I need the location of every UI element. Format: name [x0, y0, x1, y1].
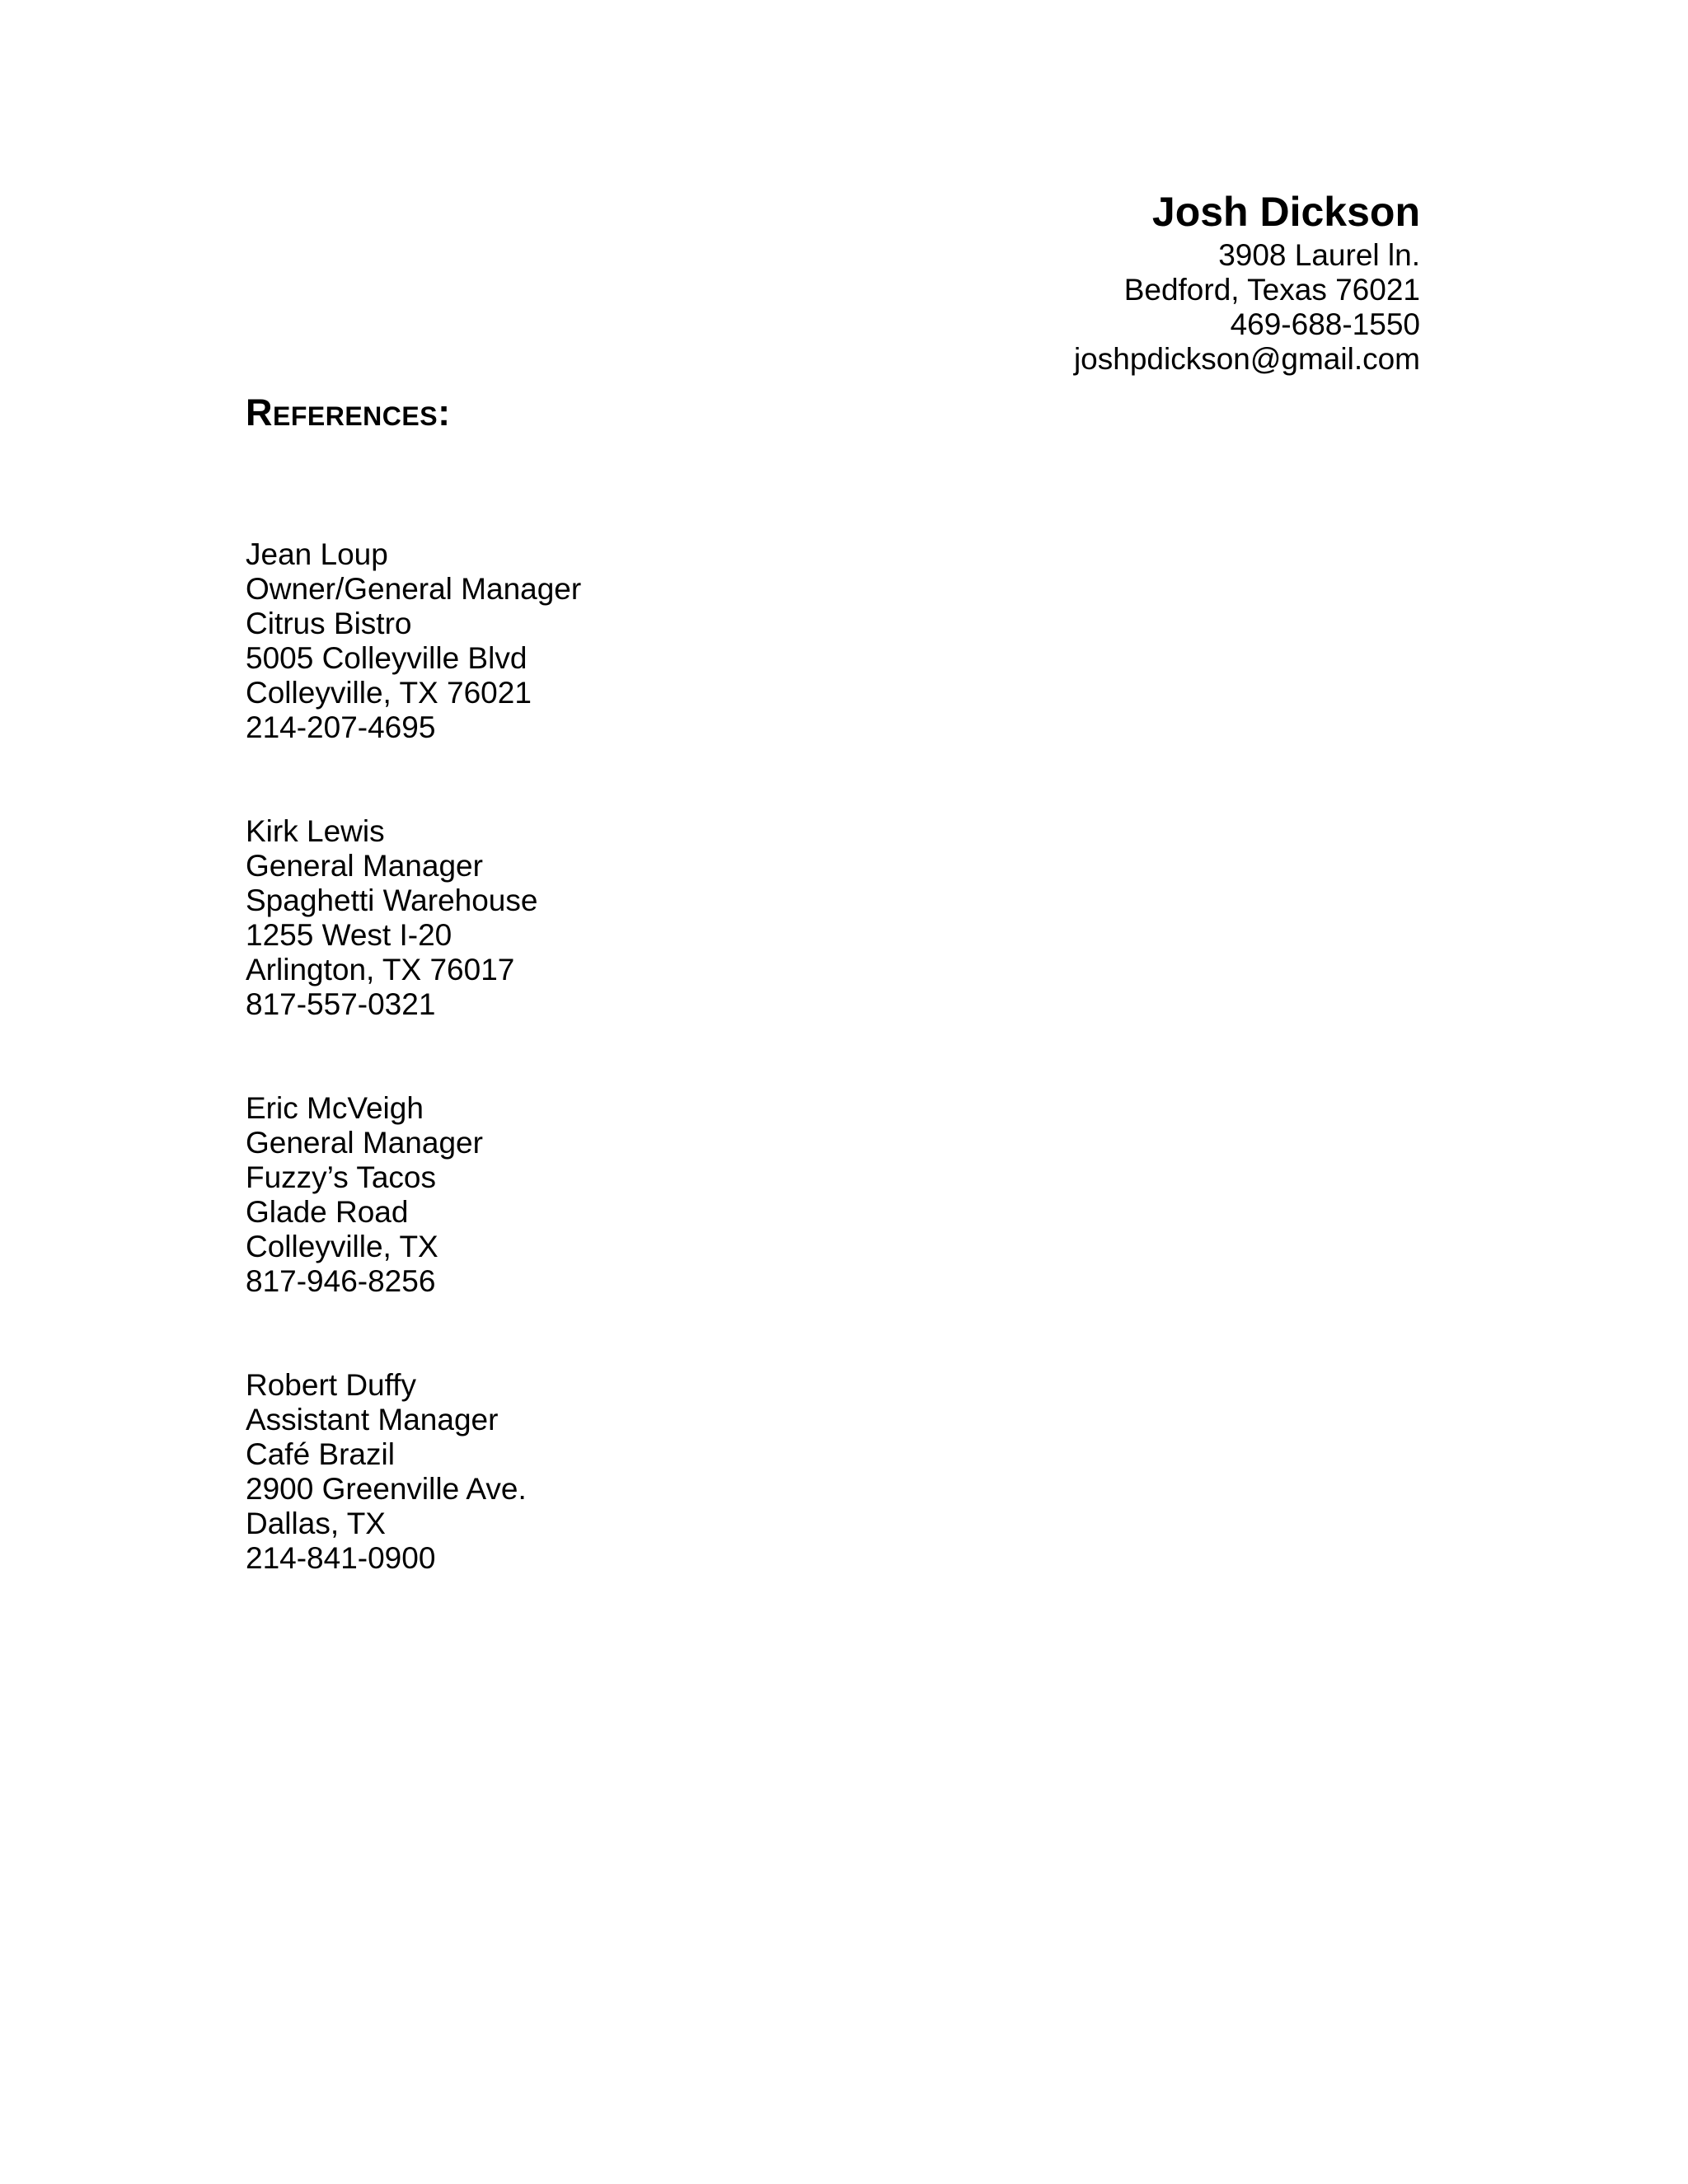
reference-company: Fuzzy’s Tacos	[246, 1160, 436, 1194]
reference-company: Café Brazil	[246, 1437, 395, 1471]
contact-city-state-zip: Bedford, Texas 76021	[1123, 273, 1420, 307]
contact-email: joshpdickson@gmail.com	[1073, 342, 1420, 376]
reference-city: Colleyville, TX 76021	[246, 676, 532, 710]
reference-city: Arlington, TX 76017	[246, 953, 515, 987]
references-list	[246, 537, 581, 1645]
reference-item	[246, 537, 581, 745]
reference-name: Eric McVeigh	[246, 1091, 424, 1125]
references-heading: References:	[246, 391, 451, 434]
reference-title: Assistant Manager	[246, 1403, 499, 1436]
reference-company: Spaghetti Warehouse	[246, 883, 538, 917]
reference-phone: 214-207-4695	[246, 710, 436, 744]
reference-city: Colleyville, TX	[246, 1230, 438, 1263]
reference-company: Citrus Bistro	[246, 607, 412, 640]
reference-street: 1255 West I-20	[246, 918, 452, 952]
reference-name: Robert Duffy	[246, 1368, 417, 1402]
contact-name: Josh Dickson	[1151, 189, 1420, 235]
reference-name: Jean Loup	[246, 537, 388, 571]
reference-title: General Manager	[246, 849, 483, 883]
reference-item	[246, 1368, 581, 1576]
reference-title: General Manager	[246, 1126, 483, 1160]
reference-phone: 817-557-0321	[246, 987, 436, 1021]
contact-address: 3908 Laurel ln.	[1218, 238, 1420, 272]
reference-phone: 214-841-0900	[246, 1541, 436, 1575]
reference-city: Dallas, TX	[246, 1507, 386, 1540]
reference-name: Kirk Lewis	[246, 814, 385, 848]
reference-street: Glade Road	[246, 1195, 409, 1229]
reference-title: Owner/General Manager	[246, 572, 582, 606]
reference-item	[246, 1091, 581, 1299]
reference-phone: 817-946-8256	[246, 1264, 436, 1298]
reference-item	[246, 814, 581, 1022]
contact-phone: 469-688-1550	[1230, 307, 1420, 341]
contact-block	[1074, 190, 1420, 377]
reference-street: 2900 Greenville Ave.	[246, 1472, 527, 1506]
reference-street: 5005 Colleyville Blvd	[246, 641, 528, 675]
